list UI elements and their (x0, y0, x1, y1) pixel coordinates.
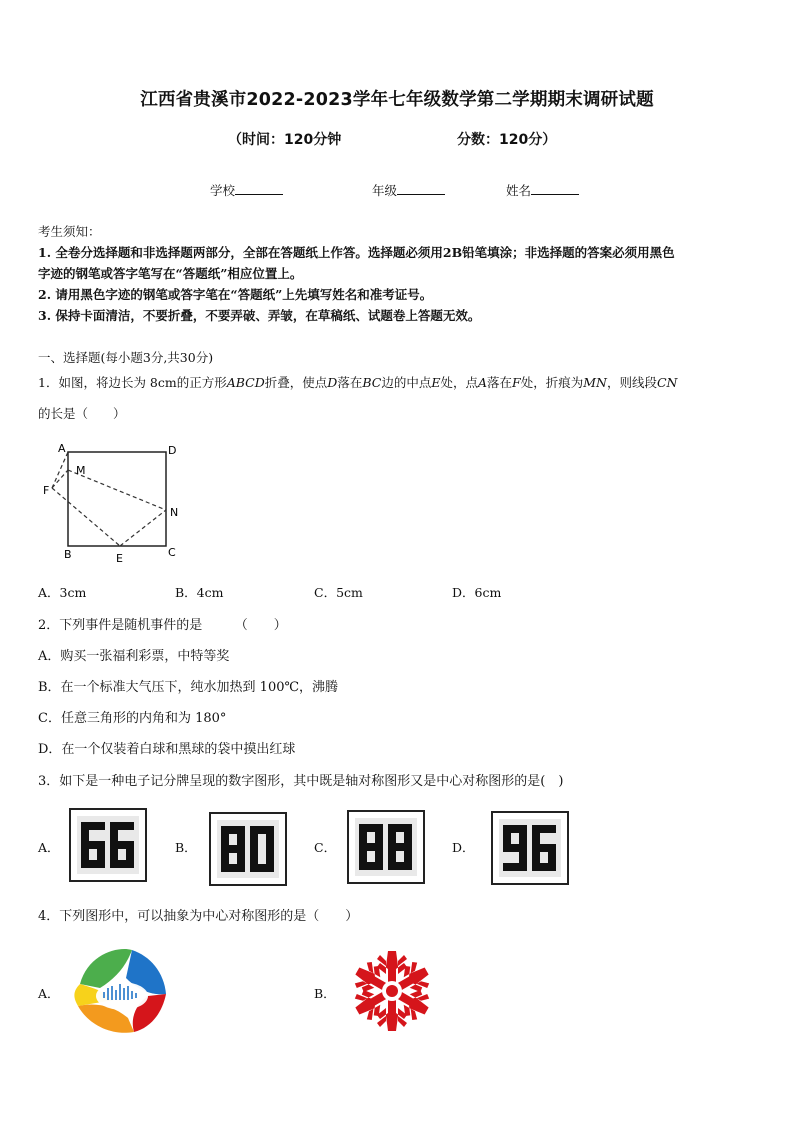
q1-var-e: E (431, 375, 441, 390)
q3-option-d-letter[interactable]: D． (452, 840, 475, 855)
exam-title: 江西省贵溪市2022-2023学年七年级数学第二学期期末调研试题 (140, 90, 654, 110)
q1-var-bc: BC (362, 375, 382, 390)
q1-stem-line2: 的长是（ ） (38, 406, 126, 421)
exam-score: 分数：120分） (457, 132, 557, 148)
digit-segment (503, 863, 527, 871)
label-c: C (168, 546, 176, 559)
q2-option-c[interactable]: C．任意三角形的内角和为 180° (38, 711, 227, 726)
digit-segment (503, 844, 527, 852)
q1-text: 落在 (337, 375, 363, 390)
label-d: D (168, 444, 177, 457)
q4-option-b-letter[interactable]: B． (314, 986, 336, 1001)
notice-block (38, 221, 758, 326)
digit-segment (532, 863, 556, 871)
digit-segment (250, 849, 258, 872)
scoreboard-80-icon[interactable] (209, 812, 287, 886)
q4-option-a-letter[interactable]: A． (38, 986, 60, 1001)
fold-segment-en (120, 510, 166, 546)
school-label: 学校 (210, 183, 236, 198)
q1-var-mn: MN (583, 375, 607, 390)
q1-var-abcd: ABCD (226, 375, 265, 390)
notice-heading: 考生须知： (38, 224, 101, 239)
name-blank (531, 182, 579, 195)
digit-segment (81, 860, 105, 868)
q1-var-d: D (327, 375, 338, 390)
exam-time: （时间：120分钟 (228, 132, 342, 148)
q3-stem: 3．如下是一种电子记分牌呈现的数字图形，其中既是轴对称图形又是中心对称图形的是( ) (38, 774, 564, 789)
school-field (210, 181, 283, 199)
colorful-logo-icon[interactable] (70, 944, 170, 1036)
digit-segment (388, 843, 412, 851)
q1-var-f: F (512, 375, 521, 390)
q4-stem: 4．下列图形中，可以抽象为中心对称图形的是（ ） (38, 909, 359, 924)
q1-square-figure (40, 440, 200, 570)
q3-option-a-letter[interactable]: A． (38, 840, 60, 855)
fold-segment-fe (52, 488, 120, 546)
grade-label: 年级 (372, 183, 398, 198)
scoreboard-88-icon[interactable] (347, 810, 425, 884)
q1-option-b[interactable]: B．4cm (175, 585, 224, 600)
snowflake-arm (377, 951, 407, 983)
digit-segment (110, 860, 134, 868)
q1-stem-line1 (38, 373, 678, 391)
q1-option-d[interactable]: D．6cm (452, 585, 502, 600)
scoreboard-66-icon[interactable] (69, 808, 147, 882)
fold-segment-fm (52, 470, 68, 488)
q2-stem: 2．下列事件是随机事件的是 （ ） (38, 618, 287, 633)
q1-var-cn: CN (656, 375, 678, 390)
school-blank (235, 182, 283, 195)
q3-option-c-letter[interactable]: C． (314, 840, 337, 855)
q1-text: 1．如图，将边长为 8cm的正方形 (38, 375, 227, 390)
q1-text: 处，点 (440, 375, 478, 390)
scoreboard-96-icon[interactable] (491, 811, 569, 885)
q1-text: 折叠，使点 (264, 375, 328, 390)
name-field (506, 181, 579, 199)
name-label: 姓名 (506, 183, 532, 198)
fold-segment-fa (52, 452, 68, 488)
digit-segment (250, 826, 258, 849)
notice-item: 2. 请用黑色字迹的钢笔或答字笔在“答题纸”上先填写姓名和准考证号。 (38, 287, 433, 302)
q1-text: 边的中点 (381, 375, 432, 390)
grade-field (372, 181, 445, 199)
digit-segment (221, 845, 245, 853)
digit-segment (359, 843, 383, 851)
notice-item: 1. 全卷分选择题和非选择题两部分，全部在答题纸上作答。选择题必须用2B铅笔填涂；非选择题的答案必须用黑色 (38, 245, 675, 260)
snowflake-emblem-icon[interactable] (344, 945, 440, 1037)
q1-option-c[interactable]: C．5cm (314, 585, 363, 600)
snowflake-shape (350, 951, 434, 1031)
label-a: A (58, 442, 66, 455)
q1-text: 处，折痕为 (520, 375, 584, 390)
label-e: E (116, 552, 123, 565)
q1-text: 落在 (487, 375, 513, 390)
snowflake-arm (377, 999, 407, 1031)
q2-option-b[interactable]: B．在一个标准大气压下，纯水加热到 100℃，沸腾 (38, 680, 339, 695)
q1-var-a: A (477, 375, 487, 390)
grade-blank (397, 182, 445, 195)
section-heading: 一、选择题(每小题3分,共30分) (38, 350, 214, 365)
snowflake-core (386, 985, 398, 997)
label-b: B (64, 548, 72, 561)
notice-item: 3. 保持卡面清洁，不要折叠，不要弄破、弄皱，在草稿纸、试题卷上答题无效。 (38, 308, 481, 323)
q2-option-a[interactable]: A．购买一张福利彩票，中特等奖 (38, 649, 230, 664)
notice-item: 字迹的钢笔或答字笔写在“答题纸”相应位置上。 (38, 266, 303, 281)
label-f: F (43, 484, 50, 497)
label-n: N (170, 506, 179, 519)
label-m: M (76, 464, 86, 477)
digit-segment (266, 826, 274, 849)
q1-option-a[interactable]: A．3cm (38, 585, 87, 600)
q3-option-b-letter[interactable]: B． (175, 840, 197, 855)
q1-text: ，则线段 (606, 375, 657, 390)
q2-option-d[interactable]: D．在一个仅装着白球和黑球的袋中摸出红球 (38, 742, 296, 757)
